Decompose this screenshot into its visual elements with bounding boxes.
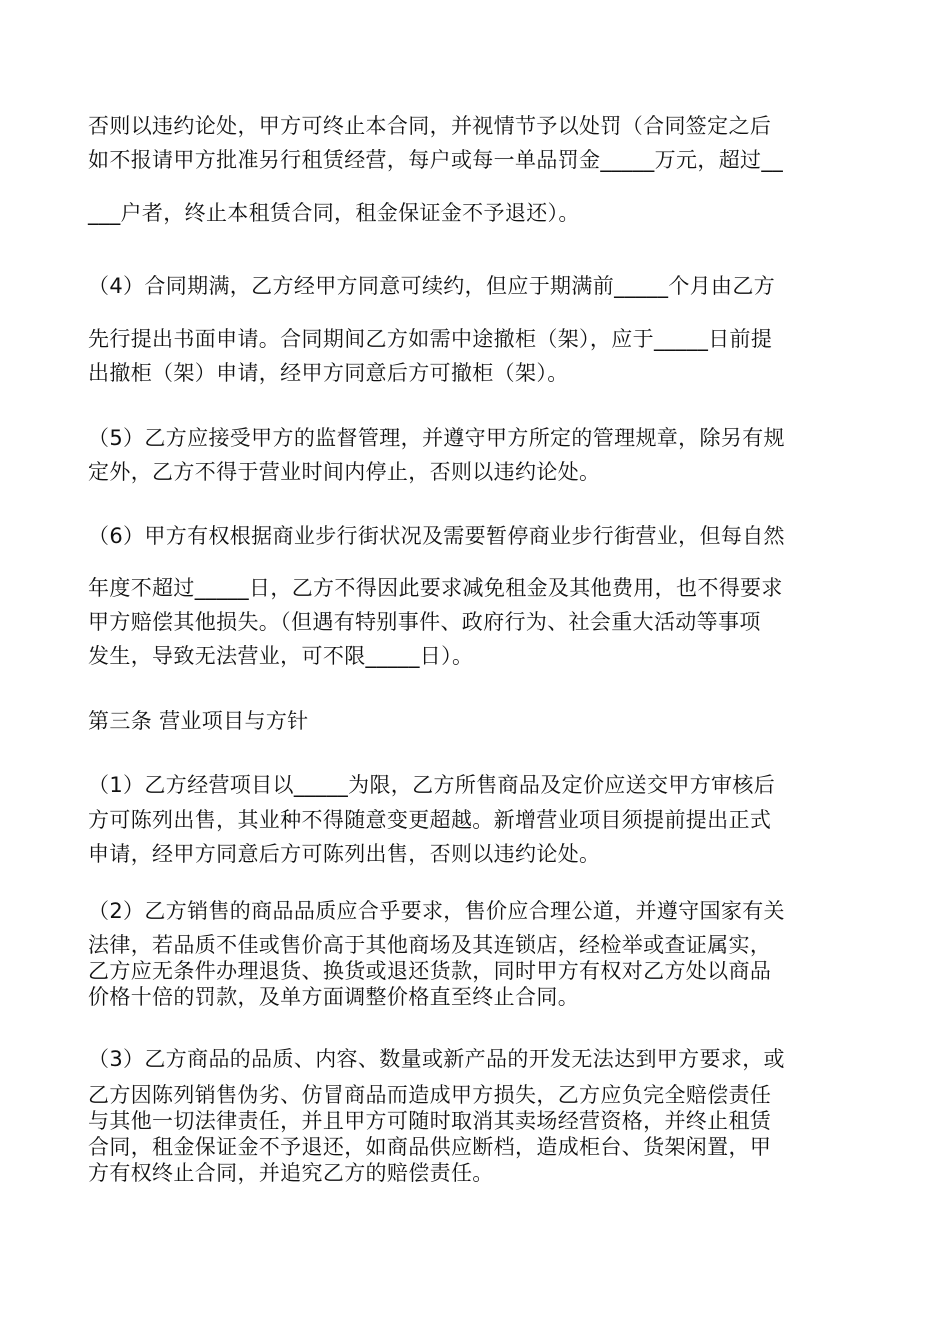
text-line: 否则以违约论处，甲方可终止本合同，并视情节予以处罚（合同签定之后 [88, 114, 772, 138]
text-line: 方有权终止合同，并追究乙方的赔偿责任。 [88, 1161, 494, 1185]
text-line: （2）乙方销售的商品品质应合乎要求，售价应合理公道，并遵守国家有关 [88, 899, 785, 923]
text-line: （3）乙方商品的品质、内容、数量或新产品的开发无法达到甲方要求，或 [88, 1047, 785, 1071]
text-line: 与其他一切法律责任，并且甲方可随时取消其卖场经营资格，并终止租赁 [88, 1109, 772, 1133]
section-heading: 第三条 营业项目与方针 [88, 709, 309, 733]
text-line: 价格十倍的罚款，及单方面调整价格直至终止合同。 [88, 985, 580, 1009]
text-line: 出撤柜（架）申请，经甲方同意后方可撤柜（架）。 [88, 361, 569, 385]
text-line: 方可陈列出售，其业种不得随意变更超越。新增营业项目须提前提出正式 [88, 808, 772, 832]
text-line: 申请，经甲方同意后方可陈列出售，否则以违约论处。 [88, 842, 601, 866]
text-line: 乙方应无条件办理退货、换货或退还货款，同时甲方有权对乙方处以商品 [88, 959, 772, 983]
text-line: （6）甲方有权根据商业步行街状况及需要暂停商业步行街营业，但每自然 [88, 524, 785, 548]
text-line: 合同，租金保证金不予退还，如商品供应断档，造成柜台、货架闲置，甲 [88, 1135, 772, 1159]
text-line: 如不报请甲方批准另行租赁经营，每户或每一单品罚金_____万元，超过__ [88, 148, 784, 172]
text-line: 法律，若品质不佳或售价高于其他商场及其连锁店，经检举或查证属实， [88, 933, 772, 957]
text-line: ___户者，终止本租赁合同，租金保证金不予退还）。 [88, 201, 580, 225]
text-line: （5）乙方应接受甲方的监督管理，并遵守甲方所定的管理规章，除另有规 [88, 426, 785, 450]
text-line: （1）乙方经营项目以_____为限，乙方所售商品及定价应送交甲方审核后 [88, 773, 776, 797]
text-line: （4）合同期满，乙方经甲方同意可续约，但应于期满前_____个月由乙方 [88, 274, 776, 298]
text-line: 先行提出书面申请。合同期间乙方如需中途撤柜（架），应于_____日前提 [88, 327, 773, 351]
text-line: 甲方赔偿其他损失。（但遇有特别事件、政府行为、社会重大活动等事项 [88, 610, 761, 634]
text-line: 发生，导致无法营业，可不限_____日）。 [88, 644, 474, 668]
text-line: 定外，乙方不得于营业时间内停止，否则以违约论处。 [88, 460, 601, 484]
text-line: 乙方因陈列销售伪劣、仿冒商品而造成甲方损失，乙方应负完全赔偿责任 [88, 1083, 772, 1107]
text-line: 年度不超过_____日，乙方不得因此要求减免租金及其他费用，也不得要求 [88, 576, 783, 600]
